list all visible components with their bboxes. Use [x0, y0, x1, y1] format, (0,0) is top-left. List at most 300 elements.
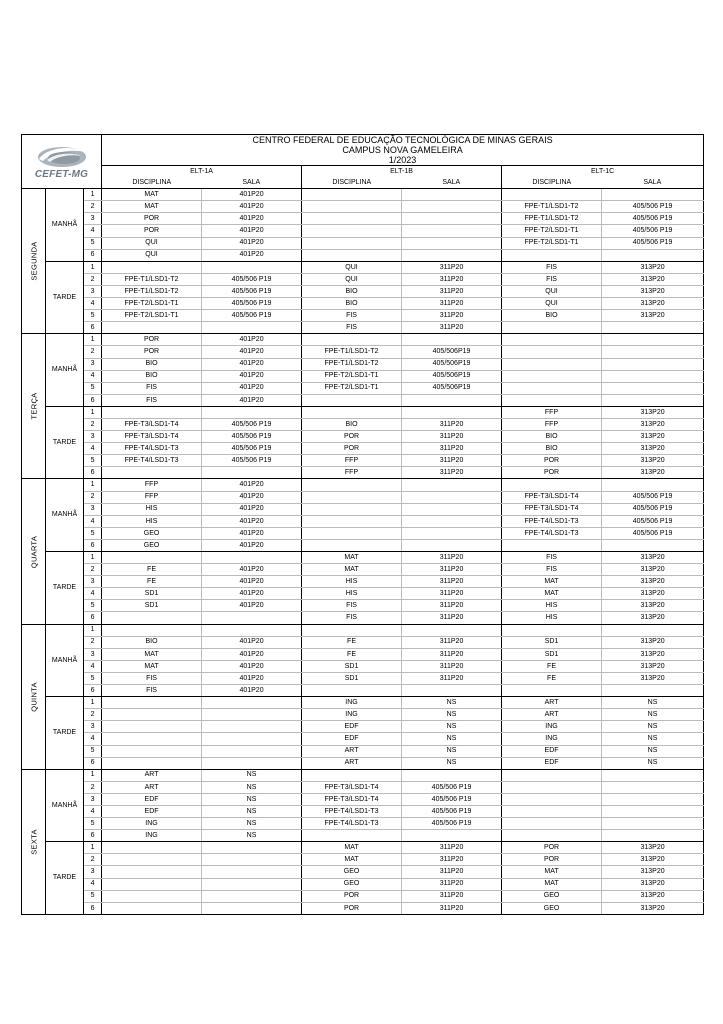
slot-number: 3 — [84, 866, 102, 878]
sala-cell: 405/506 P19 — [202, 443, 302, 455]
sala-cell — [202, 406, 302, 418]
sala-cell: NS — [402, 721, 502, 733]
sala-cell — [602, 479, 704, 491]
disciplina-cell — [502, 346, 602, 358]
sala-cell: NS — [402, 757, 502, 769]
sala-cell — [202, 842, 302, 854]
sala-cell: NS — [202, 793, 302, 805]
disciplina-cell: HIS — [502, 612, 602, 624]
disciplina-cell: FE — [502, 660, 602, 672]
class-header-elt-1b: ELT-1B — [302, 166, 502, 178]
slot-number: 4 — [84, 588, 102, 600]
disciplina-cell: FE — [302, 636, 402, 648]
period-label: MANHÃ — [46, 189, 84, 262]
sala-cell: 401P20 — [202, 358, 302, 370]
table-row — [22, 769, 704, 781]
disciplina-cell: SD1 — [302, 660, 402, 672]
sala-cell: 313P20 — [602, 660, 704, 672]
table-row — [22, 503, 704, 515]
table-row — [22, 757, 704, 769]
sala-cell — [602, 818, 704, 830]
disciplina-cell — [302, 406, 402, 418]
sala-cell — [202, 697, 302, 709]
disciplina-cell: FPE-T1/LSD1-T2 — [102, 285, 202, 297]
disciplina-cell — [302, 213, 402, 225]
timetable — [21, 134, 704, 915]
slot-number: 3 — [84, 285, 102, 297]
sala-cell: 311P20 — [402, 261, 502, 273]
term-title: 1/2023 — [388, 155, 417, 165]
sala-cell: 311P20 — [402, 636, 502, 648]
sala-cell — [402, 685, 502, 697]
slot-number: 6 — [84, 539, 102, 551]
sala-cell: NS — [202, 769, 302, 781]
sala-cell: 401P20 — [202, 249, 302, 261]
sala-cell: 311P20 — [402, 648, 502, 660]
period-label: MANHÃ — [46, 769, 84, 842]
disciplina-cell — [102, 854, 202, 866]
disciplina-cell: BIO — [102, 358, 202, 370]
sala-cell: 311P20 — [402, 443, 502, 455]
slot-number: 3 — [84, 358, 102, 370]
disciplina-cell: FPE-T3/LSD1-T4 — [302, 793, 402, 805]
sala-cell — [602, 793, 704, 805]
slot-number: 2 — [84, 491, 102, 503]
disciplina-cell: FPE-T2/LSD1-T1 — [502, 225, 602, 237]
column-header-disciplina: DISCIPLINA — [302, 177, 402, 189]
disciplina-cell — [302, 830, 402, 842]
disciplina-cell: BIO — [302, 418, 402, 430]
sala-cell: 401P20 — [202, 588, 302, 600]
disciplina-cell: QUI — [502, 298, 602, 310]
logo-text: CEFET-MG — [34, 169, 89, 181]
sala-cell: 311P20 — [402, 600, 502, 612]
sala-cell — [202, 757, 302, 769]
disciplina-cell: EDF — [102, 805, 202, 817]
sala-cell — [402, 503, 502, 515]
disciplina-cell: EDF — [102, 793, 202, 805]
sala-cell: 401P20 — [202, 394, 302, 406]
sala-cell: 401P20 — [202, 564, 302, 576]
table-row — [22, 201, 704, 213]
sala-cell — [602, 769, 704, 781]
table-row — [22, 721, 704, 733]
day-label-cell — [22, 334, 46, 479]
day-label: SEXTA — [28, 828, 38, 855]
table-row — [22, 878, 704, 890]
disciplina-cell: GEO — [102, 539, 202, 551]
table-row — [22, 624, 704, 636]
sala-cell — [602, 685, 704, 697]
sala-cell: NS — [202, 818, 302, 830]
slot-number: 4 — [84, 660, 102, 672]
disciplina-cell — [502, 539, 602, 551]
table-row — [22, 298, 704, 310]
sala-cell: 405/506P19 — [402, 358, 502, 370]
disciplina-cell: MAT — [102, 201, 202, 213]
sala-cell: 313P20 — [602, 842, 704, 854]
slot-number: 3 — [84, 213, 102, 225]
slot-number: 4 — [84, 733, 102, 745]
sala-cell — [202, 467, 302, 479]
disciplina-cell — [502, 624, 602, 636]
disciplina-cell: FPE-T1/LSD1-T2 — [302, 358, 402, 370]
sala-cell: 405/506P19 — [402, 346, 502, 358]
slot-number: 5 — [84, 672, 102, 684]
disciplina-cell — [102, 709, 202, 721]
disciplina-cell: FFP — [302, 467, 402, 479]
slot-number: 1 — [84, 261, 102, 273]
table-row — [22, 793, 704, 805]
disciplina-cell: FPE-T1/LSD1-T2 — [302, 346, 402, 358]
sala-cell — [602, 370, 704, 382]
sala-cell: NS — [602, 709, 704, 721]
disciplina-cell — [102, 866, 202, 878]
sala-cell — [402, 189, 502, 201]
disciplina-cell: FPE-T1/LSD1-T2 — [502, 201, 602, 213]
disciplina-cell: FFP — [502, 406, 602, 418]
disciplina-cell: FPE-T4/LSD1-T3 — [102, 455, 202, 467]
disciplina-cell: FFP — [102, 479, 202, 491]
day-label-cell — [22, 624, 46, 769]
disciplina-cell: MAT — [302, 842, 402, 854]
sala-cell: 313P20 — [602, 552, 704, 564]
disciplina-cell: FPE-T2/LSD1-T1 — [502, 237, 602, 249]
sala-cell: 405/506 P19 — [602, 527, 704, 539]
disciplina-cell: SD1 — [502, 636, 602, 648]
slot-number: 4 — [84, 805, 102, 817]
table-row — [22, 370, 704, 382]
disciplina-cell: EDF — [302, 733, 402, 745]
sala-cell: 313P20 — [602, 310, 704, 322]
disciplina-cell — [502, 818, 602, 830]
disciplina-cell: FPE-T4/LSD1-T3 — [502, 515, 602, 527]
disciplina-cell: EDF — [502, 757, 602, 769]
slot-number: 2 — [84, 564, 102, 576]
sala-cell: 313P20 — [602, 261, 704, 273]
table-row — [22, 261, 704, 273]
table-row — [22, 225, 704, 237]
sala-cell — [602, 249, 704, 261]
sala-cell: 405/506 P19 — [402, 793, 502, 805]
disciplina-cell: ING — [502, 721, 602, 733]
sala-cell: 311P20 — [402, 418, 502, 430]
sala-cell: 311P20 — [402, 866, 502, 878]
sala-cell: 405/506 P19 — [602, 213, 704, 225]
disciplina-cell: ING — [102, 818, 202, 830]
disciplina-cell: QUI — [502, 285, 602, 297]
sala-cell: 405/506 P19 — [602, 491, 704, 503]
sala-cell: 401P20 — [202, 201, 302, 213]
sala-cell: 401P20 — [202, 539, 302, 551]
disciplina-cell — [302, 515, 402, 527]
sala-cell: 313P20 — [602, 576, 704, 588]
disciplina-cell: FIS — [102, 394, 202, 406]
disciplina-cell: ART — [302, 745, 402, 757]
column-header-disciplina: DISCIPLINA — [102, 177, 202, 189]
sala-cell: NS — [202, 830, 302, 842]
sala-cell: 313P20 — [602, 890, 704, 902]
sala-cell: 405/506 P19 — [202, 285, 302, 297]
sala-cell: 401P20 — [202, 672, 302, 684]
disciplina-cell: POR — [302, 902, 402, 914]
disciplina-cell: FE — [102, 564, 202, 576]
sala-cell: 311P20 — [402, 431, 502, 443]
sala-cell — [202, 552, 302, 564]
sala-cell: 401P20 — [202, 225, 302, 237]
slot-number: 2 — [84, 781, 102, 793]
class-header-elt-1a: ELT-1A — [102, 166, 302, 178]
slot-number: 5 — [84, 890, 102, 902]
table-row — [22, 418, 704, 430]
disciplina-cell — [502, 479, 602, 491]
sala-cell — [202, 721, 302, 733]
disciplina-cell — [302, 491, 402, 503]
disciplina-cell: FFP — [502, 418, 602, 430]
slot-number: 5 — [84, 237, 102, 249]
disciplina-cell: BIO — [502, 443, 602, 455]
disciplina-cell: FPE-T3/LSD1-T4 — [502, 491, 602, 503]
sala-cell: 313P20 — [602, 273, 704, 285]
table-row — [22, 636, 704, 648]
sala-cell: 405/506 P19 — [202, 310, 302, 322]
table-row — [22, 600, 704, 612]
disciplina-cell — [102, 697, 202, 709]
sala-cell — [602, 830, 704, 842]
sala-cell: 401P20 — [202, 382, 302, 394]
day-label: QUARTA — [28, 535, 38, 568]
timetable-sheet — [21, 134, 703, 915]
disciplina-cell — [502, 249, 602, 261]
sala-cell — [402, 479, 502, 491]
disciplina-cell — [302, 479, 402, 491]
slot-number: 2 — [84, 636, 102, 648]
disciplina-cell: MAT — [502, 576, 602, 588]
disciplina-cell — [102, 842, 202, 854]
sala-cell — [202, 709, 302, 721]
sala-cell — [202, 866, 302, 878]
sala-cell — [402, 515, 502, 527]
day-label-cell — [22, 769, 46, 914]
sala-cell: 313P20 — [602, 878, 704, 890]
day-label: SEGUNDA — [28, 241, 38, 281]
disciplina-cell: BIO — [302, 298, 402, 310]
disciplina-cell — [102, 612, 202, 624]
table-row — [22, 781, 704, 793]
slot-number: 2 — [84, 854, 102, 866]
slot-number: 6 — [84, 249, 102, 261]
table-row — [22, 334, 704, 346]
disciplina-cell: BIO — [302, 285, 402, 297]
sala-cell: NS — [402, 709, 502, 721]
sala-cell: 311P20 — [402, 273, 502, 285]
sala-cell — [402, 394, 502, 406]
sala-cell — [602, 539, 704, 551]
sala-cell: 401P20 — [202, 334, 302, 346]
table-row — [22, 902, 704, 914]
disciplina-cell: MAT — [302, 854, 402, 866]
disciplina-cell: HIS — [102, 515, 202, 527]
disciplina-cell: MAT — [502, 866, 602, 878]
sala-cell: 313P20 — [602, 600, 704, 612]
disciplina-cell: POR — [502, 467, 602, 479]
sala-cell: 401P20 — [202, 515, 302, 527]
slot-number: 3 — [84, 503, 102, 515]
sala-cell — [402, 539, 502, 551]
sala-cell: 311P20 — [402, 310, 502, 322]
sala-cell — [402, 201, 502, 213]
sala-cell: 313P20 — [602, 467, 704, 479]
slot-number: 4 — [84, 878, 102, 890]
sala-cell: 401P20 — [202, 600, 302, 612]
slot-number: 5 — [84, 527, 102, 539]
sala-cell: 311P20 — [402, 564, 502, 576]
table-row — [22, 818, 704, 830]
disciplina-cell: QUI — [302, 261, 402, 273]
table-row — [22, 697, 704, 709]
table-row — [22, 745, 704, 757]
sala-cell: 313P20 — [602, 902, 704, 914]
table-row — [22, 588, 704, 600]
sala-cell: 311P20 — [402, 672, 502, 684]
slot-number: 6 — [84, 685, 102, 697]
period-label: TARDE — [46, 697, 84, 770]
disciplina-cell — [102, 721, 202, 733]
disciplina-cell — [302, 225, 402, 237]
sala-cell: 405/506 P19 — [202, 431, 302, 443]
title-block — [102, 135, 704, 166]
sala-cell: 311P20 — [402, 660, 502, 672]
sala-cell — [402, 334, 502, 346]
disciplina-cell: GEO — [502, 890, 602, 902]
disciplina-cell: ART — [102, 781, 202, 793]
sala-cell: NS — [602, 733, 704, 745]
disciplina-cell — [502, 685, 602, 697]
sala-cell: 405/506P19 — [402, 370, 502, 382]
sala-cell: NS — [402, 697, 502, 709]
slot-number: 2 — [84, 346, 102, 358]
disciplina-cell: HIS — [302, 588, 402, 600]
table-row — [22, 515, 704, 527]
disciplina-cell: BIO — [102, 370, 202, 382]
logo-cell — [22, 135, 102, 189]
disciplina-cell — [502, 358, 602, 370]
disciplina-cell — [502, 781, 602, 793]
sala-cell: 313P20 — [602, 866, 704, 878]
disciplina-cell: GEO — [302, 866, 402, 878]
disciplina-cell: GEO — [102, 527, 202, 539]
disciplina-cell: MAT — [502, 878, 602, 890]
slot-number: 1 — [84, 697, 102, 709]
table-row — [22, 249, 704, 261]
sala-cell — [402, 225, 502, 237]
disciplina-cell — [302, 237, 402, 249]
disciplina-cell — [302, 769, 402, 781]
sala-cell: 313P20 — [602, 406, 704, 418]
disciplina-cell — [102, 624, 202, 636]
table-row — [22, 648, 704, 660]
disciplina-cell: FFP — [302, 455, 402, 467]
disciplina-cell: FIS — [502, 261, 602, 273]
disciplina-cell: SD1 — [502, 648, 602, 660]
sala-cell: 401P20 — [202, 636, 302, 648]
sala-cell: 401P20 — [202, 648, 302, 660]
disciplina-cell: FPE-T2/LSD1-T1 — [302, 382, 402, 394]
sala-cell: NS — [602, 757, 704, 769]
sala-cell — [402, 830, 502, 842]
table-row — [22, 346, 704, 358]
slot-number: 6 — [84, 322, 102, 334]
sala-cell: 311P20 — [402, 612, 502, 624]
table-row — [22, 672, 704, 684]
day-label: TERÇA — [28, 392, 38, 420]
disciplina-cell: FPE-T3/LSD1-T4 — [302, 781, 402, 793]
disciplina-cell: EDF — [302, 721, 402, 733]
slot-number: 1 — [84, 479, 102, 491]
sala-cell: NS — [402, 733, 502, 745]
disciplina-cell: MAT — [102, 189, 202, 201]
slot-number: 3 — [84, 721, 102, 733]
disciplina-cell — [302, 189, 402, 201]
sala-cell: 311P20 — [402, 455, 502, 467]
sala-cell — [602, 189, 704, 201]
sala-cell — [202, 322, 302, 334]
sala-cell: 313P20 — [602, 298, 704, 310]
disciplina-cell: QUI — [102, 237, 202, 249]
sala-cell — [402, 527, 502, 539]
sala-cell — [202, 745, 302, 757]
disciplina-cell — [102, 745, 202, 757]
sala-cell: 401P20 — [202, 479, 302, 491]
slot-number: 1 — [84, 624, 102, 636]
table-row — [22, 491, 704, 503]
disciplina-cell: ING — [502, 733, 602, 745]
disciplina-cell: MAT — [102, 660, 202, 672]
sala-cell: 405/506 P19 — [602, 201, 704, 213]
day-label: QUINTA — [28, 681, 38, 712]
sala-cell: 401P20 — [202, 527, 302, 539]
sala-cell: 405/506 P19 — [202, 298, 302, 310]
slot-number: 1 — [84, 842, 102, 854]
slot-number: 2 — [84, 201, 102, 213]
slot-number: 1 — [84, 334, 102, 346]
table-row — [22, 527, 704, 539]
sala-cell: 311P20 — [402, 854, 502, 866]
sala-cell: 405/506 P19 — [202, 455, 302, 467]
period-label: TARDE — [46, 406, 84, 479]
table-row — [22, 890, 704, 902]
sala-cell — [402, 624, 502, 636]
table-row — [22, 455, 704, 467]
sala-cell — [202, 733, 302, 745]
sala-cell: 401P20 — [202, 346, 302, 358]
sala-cell — [402, 249, 502, 261]
disciplina-cell: GEO — [302, 878, 402, 890]
table-row — [22, 830, 704, 842]
disciplina-cell: POR — [102, 346, 202, 358]
sala-cell — [602, 334, 704, 346]
period-label: TARDE — [46, 261, 84, 334]
sala-cell: 405/506 P19 — [402, 805, 502, 817]
table-row — [22, 660, 704, 672]
disciplina-cell: FE — [502, 672, 602, 684]
sala-cell: 405/506 P19 — [402, 818, 502, 830]
table-row — [22, 552, 704, 564]
slot-number: 2 — [84, 709, 102, 721]
disciplina-cell: FE — [302, 648, 402, 660]
disciplina-cell: EDF — [502, 745, 602, 757]
sala-cell — [202, 612, 302, 624]
